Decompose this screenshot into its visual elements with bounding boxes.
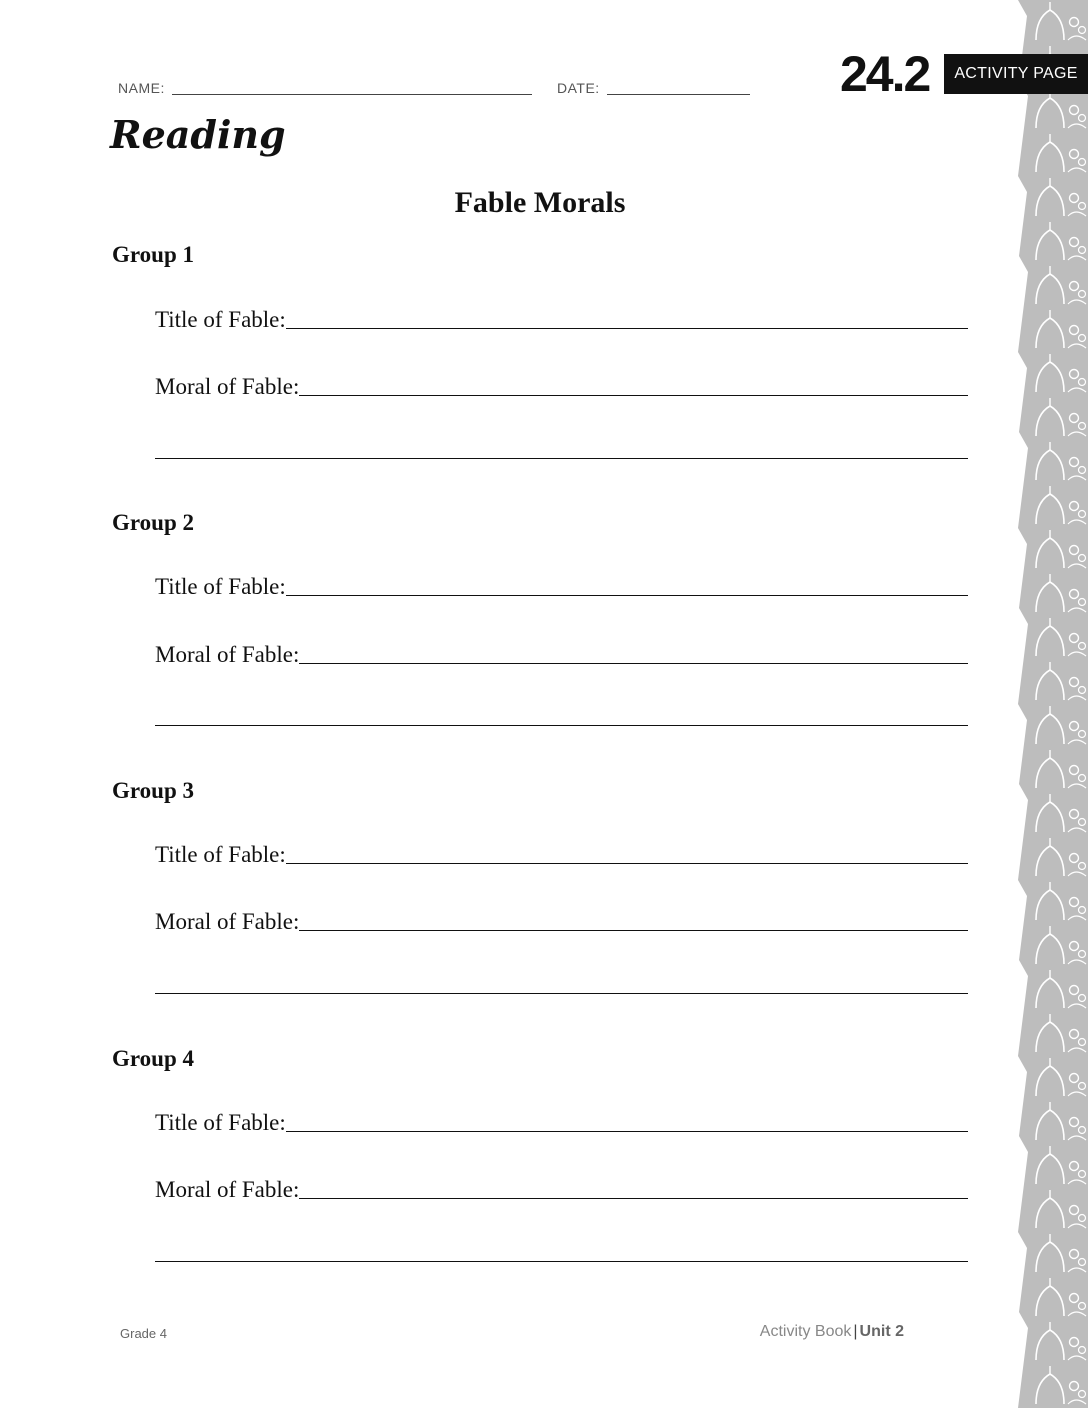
title-field — [155, 839, 968, 869]
title-field — [155, 571, 968, 601]
title-input-line[interactable] — [286, 1131, 968, 1132]
activity-page-badge: ACTIVITY PAGE — [944, 54, 1088, 94]
moral-continuation-line[interactable] — [155, 725, 968, 726]
page-number: 24.2 — [840, 46, 930, 102]
moral-label: Moral of Fable: — [155, 374, 300, 399]
moral-field — [155, 1174, 968, 1204]
name-line[interactable] — [172, 94, 532, 95]
title-input-line[interactable] — [286, 863, 968, 864]
footer-grade: Grade 4 — [120, 1326, 167, 1341]
name-label: NAME: — [118, 80, 165, 96]
moral-continuation-line[interactable] — [155, 993, 968, 994]
title-field — [155, 304, 968, 334]
title-input-line[interactable] — [286, 328, 968, 329]
footer-book: Activity Book — [759, 1323, 852, 1340]
moral-continuation-line[interactable] — [155, 1261, 968, 1262]
title-label: Title of Fable: — [155, 307, 286, 332]
title-label: Title of Fable: — [155, 1110, 286, 1135]
footer-unit: Unit 2 — [859, 1323, 904, 1340]
moral-continuation-line[interactable] — [155, 458, 968, 459]
footer-book-info — [760, 1323, 904, 1341]
moral-input-line[interactable] — [299, 395, 968, 396]
date-label: DATE: — [557, 80, 600, 96]
moral-label: Moral of Fable: — [155, 909, 300, 934]
moral-label: Moral of Fable: — [155, 1177, 300, 1202]
title-label: Title of Fable: — [155, 574, 286, 599]
title-input-line[interactable] — [286, 595, 968, 596]
group-heading: Group 4 — [112, 1046, 195, 1071]
moral-input-line[interactable] — [299, 1198, 968, 1199]
moral-input-line[interactable] — [299, 663, 968, 664]
section-title: Reading — [110, 112, 286, 157]
footer-separator: | — [853, 1323, 858, 1340]
moral-label: Moral of Fable: — [155, 642, 300, 667]
title-label: Title of Fable: — [155, 842, 286, 867]
moral-field — [155, 906, 968, 936]
date-line[interactable] — [607, 94, 750, 95]
moral-field — [155, 639, 968, 669]
title-field — [155, 1107, 968, 1137]
worksheet-title: Fable Morals — [454, 186, 626, 219]
group-heading: Group 2 — [112, 510, 195, 535]
moral-input-line[interactable] — [299, 930, 968, 931]
group-heading: Group 3 — [112, 778, 195, 803]
moral-field — [155, 371, 968, 401]
group-heading: Group 1 — [112, 242, 195, 267]
